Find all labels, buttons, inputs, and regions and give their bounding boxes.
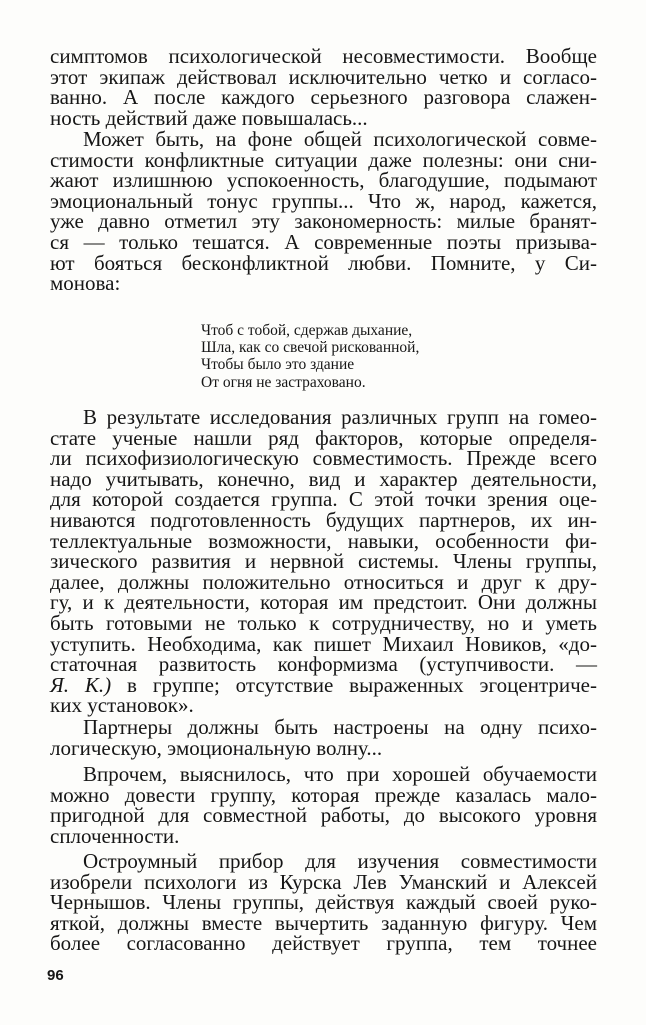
text-line: эмоциональный тонус группы... Что ж, народ, кажется, <box>50 188 597 213</box>
text-line: ванно. А после каждого серьезного разговора слажен- <box>50 85 597 110</box>
author-initials: Я. К.) <box>50 672 112 697</box>
text-line: этот экипаж действовал исключительно четко и согласо- <box>50 64 597 89</box>
text-line: пригодной для совместной работы, до высокого уровня <box>50 803 597 828</box>
text-line: В результате исследования различных групп на гомео- <box>83 405 597 429</box>
text-line: уступить. Необходима, как пишет Михаил Новиков, «до- <box>50 631 597 656</box>
text-line: для которой создается группа. С этой точки зрения оце- <box>50 487 597 512</box>
paragraph-6 <box>50 851 597 954</box>
text-line: Может быть, на фоне общей психологической совме- <box>83 127 597 151</box>
text-line: Чернышов. Члены группы, действуя каждый своей руко- <box>50 890 597 915</box>
text-line: ют бояться бесконфликтной любви. Помните, у Си- <box>50 250 597 275</box>
text-line: жают излишнюю успокоенность, благодушие, подымают <box>50 168 597 193</box>
paragraph-5 <box>50 764 597 846</box>
text-line: ниваются подготовленность будущих партнеров, их ин- <box>50 507 597 532</box>
paragraph-1 <box>50 46 597 128</box>
text-line: зического развития и нервной системы. Члены группы, <box>50 549 597 574</box>
text-line: логическую, эмоциональную волну... <box>50 735 383 760</box>
text-line: симптомов психологической несовместимости. Вообще <box>50 44 597 68</box>
poem-line: От огня не застраховано. <box>201 373 366 391</box>
text-line: надо учитывать, конечно, вид и характер деятельности, <box>50 466 597 491</box>
text-line: статочная развитость конформизма (уступчивости. — <box>50 652 597 677</box>
text-line: можно довести группу, которая прежде казалась мало- <box>50 782 597 807</box>
text-line: теллектуальные возможности, навыки, особенности фи- <box>50 528 597 553</box>
text-line: яткой, должны вместе вычертить заданную фигуру. Чем <box>50 910 597 935</box>
text-line: далее, должны положительно относиться и друг к дру- <box>50 569 597 594</box>
poem-line: Чтобы было это здание <box>201 356 355 374</box>
text-line: ких установок». <box>50 693 194 718</box>
text-line: Впрочем, выяснилось, что при хорошей обучаемости <box>83 762 597 786</box>
poem-line: Шла, как со свечой рискованной, <box>201 339 420 357</box>
text-line: ли психофизиологическую совместимость. Прежде всего <box>50 446 597 471</box>
text-line: стимости конфликтные ситуации даже полезны: они сни- <box>50 147 597 172</box>
text-line: сплоченности. <box>50 823 180 848</box>
text-line: быть готовыми не только к сотрудничеству, но и уметь <box>50 610 597 635</box>
paragraph-4 <box>50 717 597 758</box>
text-line: более согласованно действует группа, тем точнее <box>50 931 597 956</box>
text-line: Остроумный прибор для изучения совместимости <box>83 849 597 873</box>
text-line: изобрели психологи из Курска Лев Уманский и Алексей <box>50 869 597 894</box>
text-line <box>50 672 597 697</box>
text-line-rest: в группе; отсутствие выраженных эгоцентриче- <box>111 672 597 697</box>
text-line: стате ученые нашли ряд факторов, которые определя- <box>50 425 597 450</box>
text-line: Партнеры должны быть настроены на одну психо- <box>83 715 597 739</box>
paragraph-3 <box>50 407 597 716</box>
text-line: гу, и к деятельности, которая им предстоит. Они должны <box>50 590 597 615</box>
text-line: ся — только тешатся. А современные поэты призыва- <box>50 229 597 254</box>
text-line: ность действий даже повышалась... <box>50 105 368 130</box>
poem-quote <box>201 322 501 391</box>
text-line: монова: <box>50 271 121 296</box>
paragraph-2 <box>50 129 597 294</box>
page-number: 96 <box>47 967 64 984</box>
text-line: уже давно отметил эту закономерность: милые бранят- <box>50 209 597 234</box>
poem-line: Чтоб с тобой, сдержав дыхание, <box>201 322 413 339</box>
